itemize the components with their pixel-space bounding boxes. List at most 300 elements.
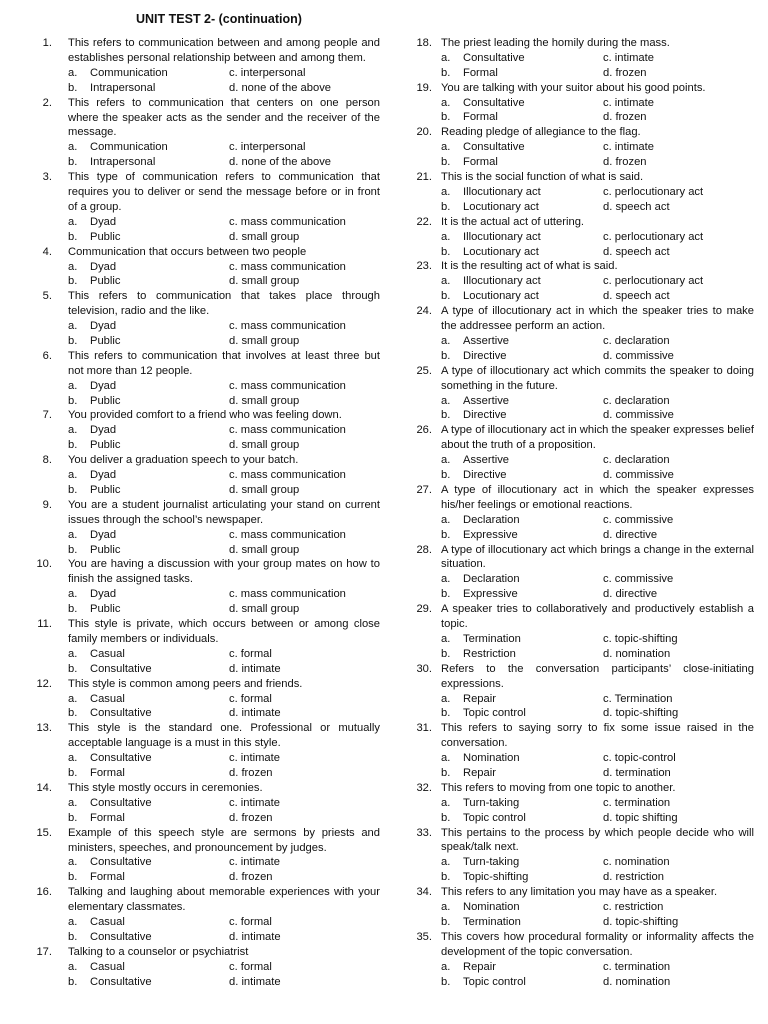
option-left: Dyad — [90, 424, 117, 437]
option-right: d. commissive — [603, 349, 674, 362]
option-letter: a. — [441, 573, 451, 586]
question-row — [32, 245, 380, 260]
question-number: 27. — [416, 483, 432, 496]
option-right: d. nomination — [603, 647, 671, 660]
question-row — [410, 259, 754, 274]
option-left: Expressive — [463, 528, 518, 541]
option-left: Intrapersonal — [90, 156, 156, 169]
option-left: Public — [90, 603, 121, 616]
option-left: Repair — [463, 692, 496, 705]
question-number: 17. — [36, 945, 52, 958]
option-letter: b. — [441, 647, 451, 660]
option-right: c. intimate — [229, 752, 280, 765]
option-right: d. intimate — [229, 975, 281, 988]
option-right: d. frozen — [603, 111, 647, 124]
question-number: 24. — [416, 305, 432, 318]
answer-options-row — [32, 230, 380, 245]
answer-options-row — [410, 245, 754, 260]
option-letter: b. — [441, 915, 451, 928]
question-item — [32, 557, 380, 617]
option-letter: a. — [441, 141, 451, 154]
option-letter: b. — [441, 111, 451, 124]
option-left: Expressive — [463, 588, 518, 601]
option-right: d. none of the above — [229, 81, 332, 94]
option-left: Consultative — [90, 752, 152, 765]
question-number: 22. — [416, 215, 432, 228]
option-left: Casual — [90, 692, 125, 705]
question-text: This refers to communication between and among people and establishes personal relationship between and among them. — [68, 37, 380, 64]
question-item — [32, 617, 380, 677]
option-right: d. intimate — [229, 707, 281, 720]
answer-options-row — [410, 230, 754, 245]
option-left: Consultative — [463, 141, 525, 154]
option-right: c. mass communication — [229, 379, 346, 392]
question-item — [410, 170, 754, 215]
option-letter: b. — [441, 245, 451, 258]
option-letter: a. — [68, 588, 78, 601]
option-left: Declaration — [463, 573, 520, 586]
question-row — [410, 36, 754, 51]
option-letter: b. — [68, 543, 78, 556]
question-item — [410, 36, 754, 81]
question-item — [32, 826, 380, 886]
question-text: This style mostly occurs in ceremonies. — [68, 781, 263, 794]
question-row — [410, 125, 754, 140]
option-letter: b. — [68, 156, 78, 169]
option-right: d. frozen — [229, 767, 273, 780]
left-column — [32, 36, 380, 989]
option-right: d. nomination — [603, 975, 671, 988]
option-right: c. mass communication — [229, 424, 346, 437]
option-letter: a. — [441, 394, 451, 407]
question-item — [410, 81, 754, 126]
question-row — [32, 36, 380, 66]
question-row — [410, 930, 754, 960]
option-letter: b. — [68, 334, 78, 347]
question-text: This refers to any limitation you may have as a speaker. — [441, 886, 718, 899]
question-number: 15. — [36, 826, 52, 839]
question-text: A type of illocutionary act which commits the speaker to doing something in the future. — [441, 364, 754, 392]
option-left: Dyad — [90, 260, 117, 273]
option-right: d. speech act — [603, 290, 670, 303]
answer-options-row — [32, 915, 380, 930]
option-left: Assertive — [463, 394, 510, 407]
question-text: The priest leading the homily during the mass. — [441, 37, 670, 49]
option-letter: a. — [441, 752, 451, 765]
question-number: 13. — [36, 722, 52, 735]
question-row — [410, 423, 754, 453]
option-left: Dyad — [90, 215, 117, 228]
question-number: 1. — [42, 37, 52, 49]
option-right: d. topic-shifting — [603, 707, 679, 720]
option-letter: a. — [441, 692, 451, 705]
option-letter: a. — [68, 424, 78, 437]
option-right: d. small group — [229, 439, 300, 452]
option-letter: b. — [68, 483, 78, 496]
option-letter: a. — [68, 215, 78, 228]
question-number: 11. — [37, 618, 52, 631]
option-right: d. small group — [229, 603, 300, 616]
option-right: c. mass communication — [229, 469, 346, 482]
option-right: c. commissive — [603, 573, 674, 586]
question-item — [32, 36, 380, 96]
page-title: UNIT TEST 2- (continuation) — [136, 12, 302, 26]
option-left: Casual — [90, 647, 125, 660]
option-right: c. intimate — [229, 796, 280, 809]
option-right: c. formal — [229, 647, 272, 660]
question-number: 14. — [36, 781, 52, 794]
option-left: Formal — [463, 156, 498, 169]
option-left: Consultative — [463, 96, 525, 109]
answer-options-row — [410, 855, 754, 870]
option-right: c. interpersonal — [229, 141, 306, 154]
option-left: Formal — [90, 811, 125, 824]
answer-options-row — [410, 155, 754, 170]
question-text: You are talking with your suitor about his good points. — [441, 81, 706, 94]
question-item — [410, 826, 754, 886]
option-right: c. perlocutionary act — [603, 230, 704, 243]
question-row — [32, 453, 380, 468]
question-number: 12. — [36, 677, 52, 690]
option-right: c. formal — [229, 916, 272, 928]
question-row — [410, 215, 754, 230]
answer-options-row — [410, 185, 754, 200]
option-letter: a. — [441, 96, 451, 109]
option-right: c. declaration — [603, 454, 670, 467]
option-letter: b. — [68, 975, 78, 988]
answer-options-row — [32, 975, 380, 990]
question-row — [410, 721, 754, 751]
question-number: 10. — [36, 558, 52, 571]
option-right: c. perlocutionary act — [603, 275, 704, 288]
question-row — [410, 662, 754, 692]
question-text: This style is the standard one. Professional or mutually acceptable language is a must in this style. — [68, 722, 380, 750]
answer-options-row — [32, 811, 380, 826]
option-left: Restriction — [463, 647, 516, 660]
question-number: 9. — [42, 498, 52, 511]
question-text: It is the actual act of uttering. — [441, 215, 585, 228]
answer-options-row — [410, 960, 754, 975]
option-left: Public — [90, 230, 121, 243]
option-left: Topic control — [463, 707, 526, 720]
option-left: Dyad — [90, 320, 117, 333]
option-left: Consultative — [90, 930, 152, 943]
option-left: Public — [90, 394, 121, 407]
option-letter: b. — [68, 394, 78, 407]
answer-options-row — [32, 706, 380, 721]
answer-options-row — [410, 408, 754, 423]
question-number: 16. — [36, 886, 52, 899]
answer-options-row — [410, 453, 754, 468]
answer-options-row — [32, 751, 380, 766]
answer-options-row — [410, 692, 754, 707]
option-right: c. commissive — [603, 513, 674, 526]
option-left: Consultative — [90, 856, 152, 869]
answer-options-row — [410, 587, 754, 602]
question-item — [410, 423, 754, 483]
answer-options-row — [410, 528, 754, 543]
option-right: d. small group — [229, 230, 300, 243]
option-right: c. mass communication — [229, 260, 346, 273]
answer-options-row — [410, 632, 754, 647]
question-item — [410, 125, 754, 170]
option-letter: a. — [68, 260, 78, 273]
answer-options-row — [410, 766, 754, 781]
option-letter: b. — [441, 975, 451, 988]
option-right: c. declaration — [603, 334, 670, 347]
question-row — [32, 96, 380, 141]
option-left: Formal — [463, 66, 498, 79]
option-left: Nomination — [463, 901, 520, 914]
answer-options-row — [410, 96, 754, 111]
answer-options-row — [32, 319, 380, 334]
answer-options-row — [32, 647, 380, 662]
option-letter: b. — [441, 349, 451, 362]
option-right: c. termination — [603, 796, 671, 809]
answer-options-row — [32, 66, 380, 81]
option-left: Directive — [463, 469, 507, 482]
question-text: Refers to the conversation participants’ close-initiating expressions. — [441, 662, 754, 690]
option-letter: a. — [68, 141, 78, 154]
option-letter: a. — [68, 916, 78, 928]
option-left: Repair — [463, 960, 496, 973]
option-right: d. commissive — [603, 469, 674, 482]
question-item — [32, 677, 380, 722]
option-right: d. small group — [229, 275, 300, 288]
option-letter: a. — [68, 320, 78, 333]
question-number: 2. — [42, 96, 52, 109]
question-row — [32, 498, 380, 528]
option-left: Communication — [90, 66, 168, 79]
answer-options-row — [32, 587, 380, 602]
answer-options-row — [32, 394, 380, 409]
option-right: c. intimate — [603, 51, 654, 64]
question-row — [32, 557, 380, 587]
question-text: A type of illocutionary act in which the speaker expresses his/her feelings or emotional reactions. — [441, 483, 754, 511]
answer-options-row — [32, 483, 380, 498]
option-right: c. restriction — [603, 901, 664, 914]
question-number: 21. — [416, 171, 432, 184]
option-left: Illocutionary act — [463, 275, 541, 288]
option-left: Dyad — [90, 469, 117, 482]
question-row — [32, 289, 380, 319]
option-letter: a. — [68, 379, 78, 392]
question-number: 32. — [416, 781, 432, 794]
option-right: c. interpersonal — [229, 66, 306, 79]
option-left: Casual — [90, 916, 125, 928]
option-left: Termination — [463, 915, 521, 928]
option-right: c. topic-control — [603, 752, 676, 765]
option-right: d. restriction — [603, 871, 664, 884]
option-letter: a. — [68, 796, 78, 809]
question-number: 33. — [416, 826, 432, 839]
question-row — [410, 364, 754, 394]
question-item — [32, 349, 380, 409]
option-letter: a. — [441, 901, 451, 914]
question-number: 34. — [416, 886, 432, 899]
option-left: Communication — [90, 141, 168, 154]
answer-options-row — [32, 334, 380, 349]
question-row — [410, 826, 754, 856]
option-left: Topic control — [463, 975, 526, 988]
option-letter: b. — [441, 409, 451, 422]
question-text: This refers to communication that centers on one person where the speaker acts as the sender and the receiver of the message. — [68, 96, 380, 139]
question-row — [410, 483, 754, 513]
question-text: Talking to a counselor or psychiatrist — [68, 945, 249, 958]
answer-options-row — [32, 260, 380, 275]
option-right: c. mass communication — [229, 528, 346, 541]
answer-options-row — [32, 215, 380, 230]
option-letter: b. — [441, 766, 451, 779]
answer-options-row — [410, 751, 754, 766]
option-left: Assertive — [463, 334, 510, 347]
answer-options-row — [410, 334, 754, 349]
answer-options-row — [410, 394, 754, 409]
option-letter: a. — [68, 66, 78, 79]
option-left: Public — [90, 439, 121, 452]
option-letter: b. — [441, 200, 451, 213]
option-left: Consultative — [90, 796, 152, 809]
question-number: 4. — [42, 245, 52, 258]
option-left: Public — [90, 483, 121, 496]
option-right: c. perlocutionary act — [603, 185, 704, 198]
question-number: 3. — [42, 171, 52, 184]
question-item — [32, 945, 380, 990]
answer-options-row — [410, 647, 754, 662]
option-left: Locutionary act — [463, 200, 539, 213]
question-item — [32, 721, 380, 781]
option-letter: b. — [68, 811, 78, 824]
answer-options-row — [410, 349, 754, 364]
question-text: This is the social function of what is said. — [441, 171, 644, 184]
option-letter: a. — [441, 275, 451, 288]
question-item — [410, 781, 754, 826]
option-left: Intrapersonal — [90, 81, 156, 94]
option-right: d. speech act — [603, 200, 670, 213]
answer-options-row — [410, 140, 754, 155]
option-letter: a. — [441, 454, 451, 467]
question-number: 7. — [42, 409, 52, 422]
option-right: d. small group — [229, 483, 300, 496]
option-left: Public — [90, 275, 121, 288]
option-right: c. intimate — [229, 856, 280, 869]
question-number: 30. — [416, 662, 432, 675]
option-left: Casual — [90, 960, 125, 973]
option-letter: b. — [68, 81, 78, 94]
option-left: Turn-taking — [463, 856, 520, 869]
question-number: 18. — [416, 37, 432, 49]
question-number: 31. — [416, 722, 432, 735]
question-number: 19. — [416, 81, 432, 94]
answer-options-row — [410, 66, 754, 81]
question-row — [32, 945, 380, 960]
question-text: You provided comfort to a friend who was feeling down. — [68, 409, 342, 422]
answer-options-row — [32, 855, 380, 870]
option-letter: b. — [68, 275, 78, 288]
question-number: 8. — [42, 454, 52, 467]
question-text: Example of this speech style are sermons by priests and ministers, speeches, and pronouncement by judges. — [68, 826, 380, 854]
question-text: This refers to saying sorry to fix some issue raised in the conversation. — [441, 722, 754, 750]
question-item — [32, 289, 380, 349]
option-letter: a. — [68, 469, 78, 482]
option-right: c. declaration — [603, 394, 670, 407]
option-right: d. topic-shifting — [603, 915, 679, 928]
answer-options-row — [410, 915, 754, 930]
option-right: d. topic shifting — [603, 811, 678, 824]
option-right: d. speech act — [603, 245, 670, 258]
question-item — [410, 721, 754, 781]
option-letter: a. — [441, 51, 451, 64]
answer-options-row — [410, 513, 754, 528]
option-letter: a. — [441, 632, 451, 645]
question-number: 29. — [416, 603, 432, 616]
option-letter: b. — [441, 528, 451, 541]
option-right: d. termination — [603, 766, 671, 779]
answer-options-row — [32, 468, 380, 483]
answer-options-row — [410, 200, 754, 215]
option-letter: a. — [441, 796, 451, 809]
question-row — [410, 781, 754, 796]
option-letter: b. — [68, 767, 78, 780]
option-left: Termination — [463, 632, 521, 645]
question-item — [32, 170, 380, 245]
option-left: Nomination — [463, 752, 520, 765]
option-letter: a. — [68, 960, 78, 973]
question-item — [32, 498, 380, 558]
answer-options-row — [32, 423, 380, 438]
answer-options-row — [32, 140, 380, 155]
option-letter: a. — [68, 856, 78, 869]
question-item — [32, 245, 380, 290]
question-text: Talking and laughing about memorable experiences with your elementary classmates. — [68, 886, 380, 914]
option-right: d. frozen — [603, 66, 647, 79]
question-text: This style is common among peers and friends. — [68, 677, 303, 690]
option-letter: b. — [68, 662, 78, 675]
option-letter: b. — [68, 439, 78, 452]
option-left: Consultative — [90, 707, 152, 720]
answer-options-row — [32, 766, 380, 781]
option-right: c. Termination — [603, 692, 673, 705]
option-left: Consultative — [463, 51, 525, 64]
option-letter: b. — [68, 707, 78, 720]
right-column — [410, 36, 754, 989]
question-number: 6. — [42, 349, 52, 362]
question-row — [32, 349, 380, 379]
option-right: d. small group — [229, 334, 300, 347]
question-item — [32, 885, 380, 945]
question-number: 23. — [416, 260, 432, 273]
option-left: Topic-shifting — [463, 871, 529, 884]
option-right: d. directive — [603, 588, 658, 601]
question-row — [410, 543, 754, 573]
question-row — [410, 885, 754, 900]
option-right: d. frozen — [229, 871, 273, 884]
question-text: You deliver a graduation speech to your batch. — [68, 454, 299, 467]
question-item — [410, 930, 754, 990]
option-letter: b. — [68, 230, 78, 243]
option-letter: b. — [68, 603, 78, 616]
question-text: You are a student journalist articulating your stand on current issues through the school’s newspaper. — [68, 498, 380, 526]
option-letter: b. — [441, 290, 451, 303]
option-right: c. formal — [229, 960, 272, 973]
option-left: Locutionary act — [463, 245, 539, 258]
option-left: Directive — [463, 409, 507, 422]
answer-options-row — [410, 110, 754, 125]
question-item — [32, 453, 380, 498]
option-right: c. formal — [229, 692, 272, 705]
answer-options-row — [32, 379, 380, 394]
option-right: c. nomination — [603, 856, 670, 869]
